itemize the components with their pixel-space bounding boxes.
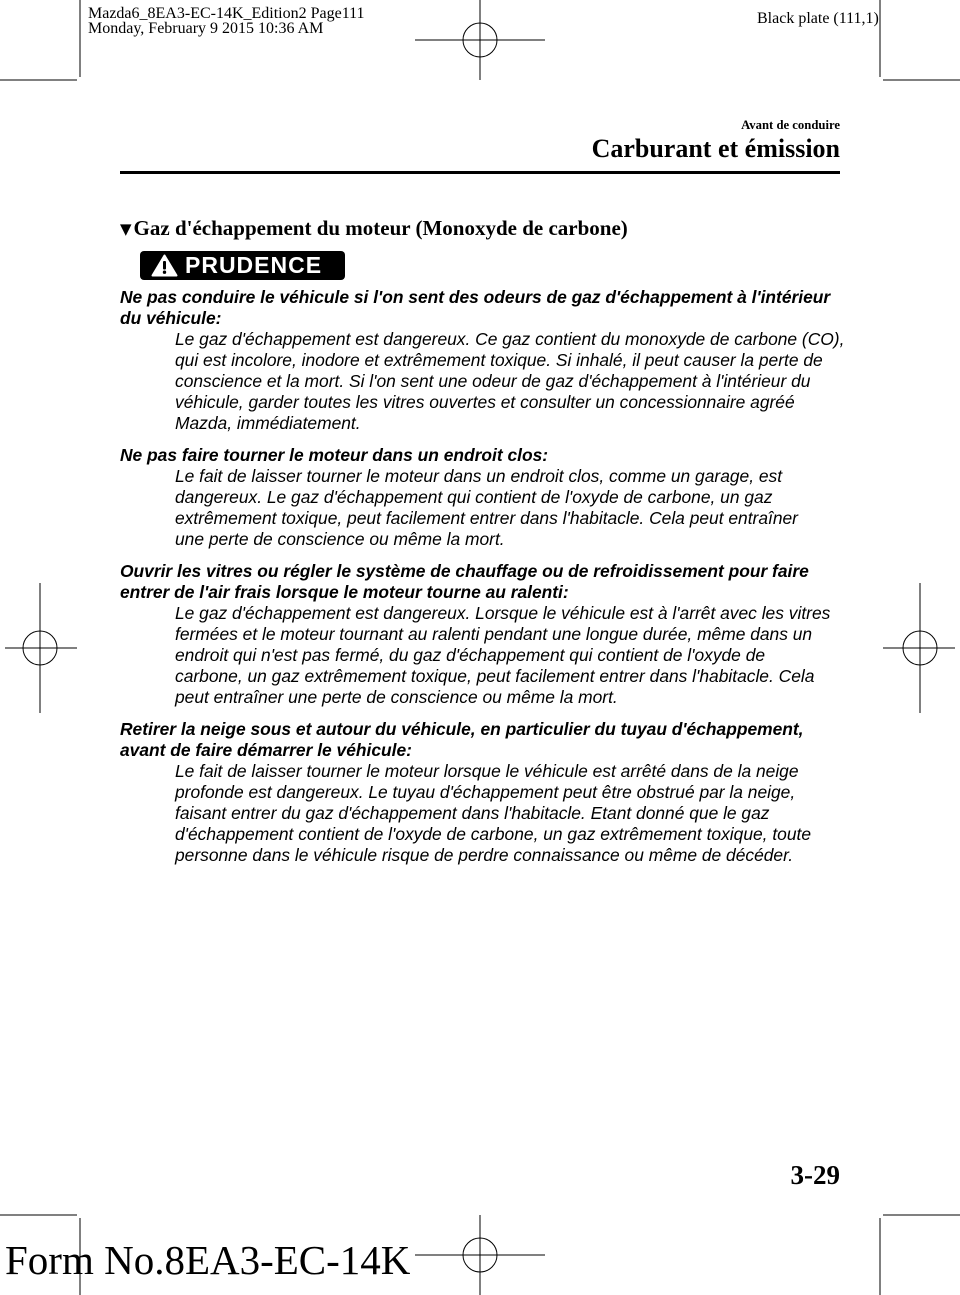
body-line: personne dans le véhicule risque de perdre connaissance ou même de décéder. (175, 845, 794, 865)
caution-item-body (120, 466, 860, 550)
caution-item-body (120, 329, 860, 434)
caution-item-body (120, 761, 860, 866)
body-line: Le gaz d'échappement est dangereux. Ce gaz contient du monoxyde de carbone (CO), (175, 329, 845, 349)
subsection-marker: ▼ (120, 220, 132, 238)
caution-badge (140, 251, 345, 280)
crop-mark-top-right (880, 0, 960, 80)
body-line: conscience et la mort. Si l'on sent une odeur de gaz d'échappement à l'intérieur du (175, 371, 811, 391)
subsection-heading (120, 215, 628, 243)
caution-label: PRUDENCE (185, 252, 323, 278)
body-line: une perte de conscience ou même la mort. (175, 529, 505, 549)
body-line: peut entraîner une perte de conscience ou même la mort. (175, 687, 618, 707)
heading-line: Retirer la neige sous et autour du véhicule, en particulier du tuyau d'échappement, (120, 719, 804, 739)
page-number: 3-29 (790, 1160, 840, 1190)
heading-line: Ne pas conduire le véhicule si l'on sent des odeurs de gaz d'échappement à l'intérieur (120, 287, 831, 307)
heading-line: Ouvrir les vitres ou régler le système de chauffage ou de refroidissement pour faire (120, 561, 809, 581)
body-line: d'échappement contient de l'oxyde de carbone, un gaz extrêmement toxique, toute (175, 824, 812, 844)
running-head (592, 117, 840, 165)
caution-list (120, 287, 860, 877)
caution-item (120, 561, 860, 708)
body-line: Mazda, immédiatement. (175, 413, 361, 433)
body-line: Le fait de laisser tourner le moteur lorsque le véhicule est arrêté dans de la neige (175, 761, 799, 781)
caution-item (120, 445, 860, 550)
print-job-info (88, 6, 365, 36)
registration-mark-right (883, 583, 955, 713)
form-number: Form No.8EA3-EC-14K (5, 1237, 411, 1283)
body-line: Le fait de laisser tourner le moteur dans un endroit clos, comme un garage, est (175, 466, 783, 486)
header-rule (120, 171, 840, 174)
caution-item-heading (120, 445, 860, 466)
body-line: qui est incolore, inodore et extrêmement toxique. Si inhalé, il peut causer la perte de (175, 350, 823, 370)
print-date-line: Monday, February 9 2015 10:36 AM (88, 20, 324, 37)
body-line: dangereux. Le gaz d'échappement qui contient de l'oxyde de carbone, un gaz (175, 487, 773, 507)
heading-line: entrer de l'air frais lorsque le moteur tourne au ralenti: (120, 582, 569, 602)
body-line: endroit qui n'est pas fermé, du gaz d'échappement qui contient de l'oxyde de (175, 645, 766, 665)
warning-triangle-icon (151, 254, 178, 277)
caution-item (120, 287, 860, 434)
plate-label: Black plate (111,1) (757, 10, 879, 27)
body-line: carbone, un gaz extrêmement toxique, peut facilement entrer dans l'habitacle. Cela (175, 666, 815, 686)
registration-mark-top (415, 0, 545, 80)
heading-line: avant de faire démarrer le véhicule: (120, 740, 412, 760)
body-line: profonde est dangereux. Le tuyau d'échappement peut être obstrué par la neige, (175, 782, 796, 802)
print-job-line: Mazda6_8EA3-EC-14K_Edition2 Page111 (88, 5, 365, 22)
body-line: véhicule, garder toutes les vitres ouvertes et consulter un concessionnaire agréé (175, 392, 795, 412)
caution-item-heading (120, 561, 860, 603)
body-line: faisant entrer du gaz d'échappement dans l'habitacle. Etant donné que le gaz (175, 803, 770, 823)
body-line: Le gaz d'échappement est dangereux. Lorsque le véhicule est à l'arrêt avec les vitres (175, 603, 831, 623)
body-line: extrêmement toxique, peut facilement entrer dans l'habitacle. Cela peut entraîner (175, 508, 798, 528)
registration-mark-left (5, 583, 77, 713)
heading-line: Ne pas faire tourner le moteur dans un endroit clos: (120, 445, 549, 465)
chapter-title: Avant de conduire (741, 118, 840, 132)
caution-item (120, 719, 860, 866)
subsection-title: Gaz d'échappement du moteur (Monoxyde de carbone) (133, 216, 628, 240)
caution-item-heading (120, 719, 860, 761)
crop-mark-bottom-right (880, 1215, 960, 1295)
caution-item-heading (120, 287, 860, 329)
body-line: fermées et le moteur tournant au ralenti pendant une longue durée, même dans un (175, 624, 813, 644)
heading-line: du véhicule: (120, 308, 222, 328)
registration-mark-bottom (415, 1215, 545, 1295)
section-title: Carburant et émission (591, 134, 840, 163)
crop-mark-top-left (0, 0, 80, 80)
caution-item-body (120, 603, 860, 708)
